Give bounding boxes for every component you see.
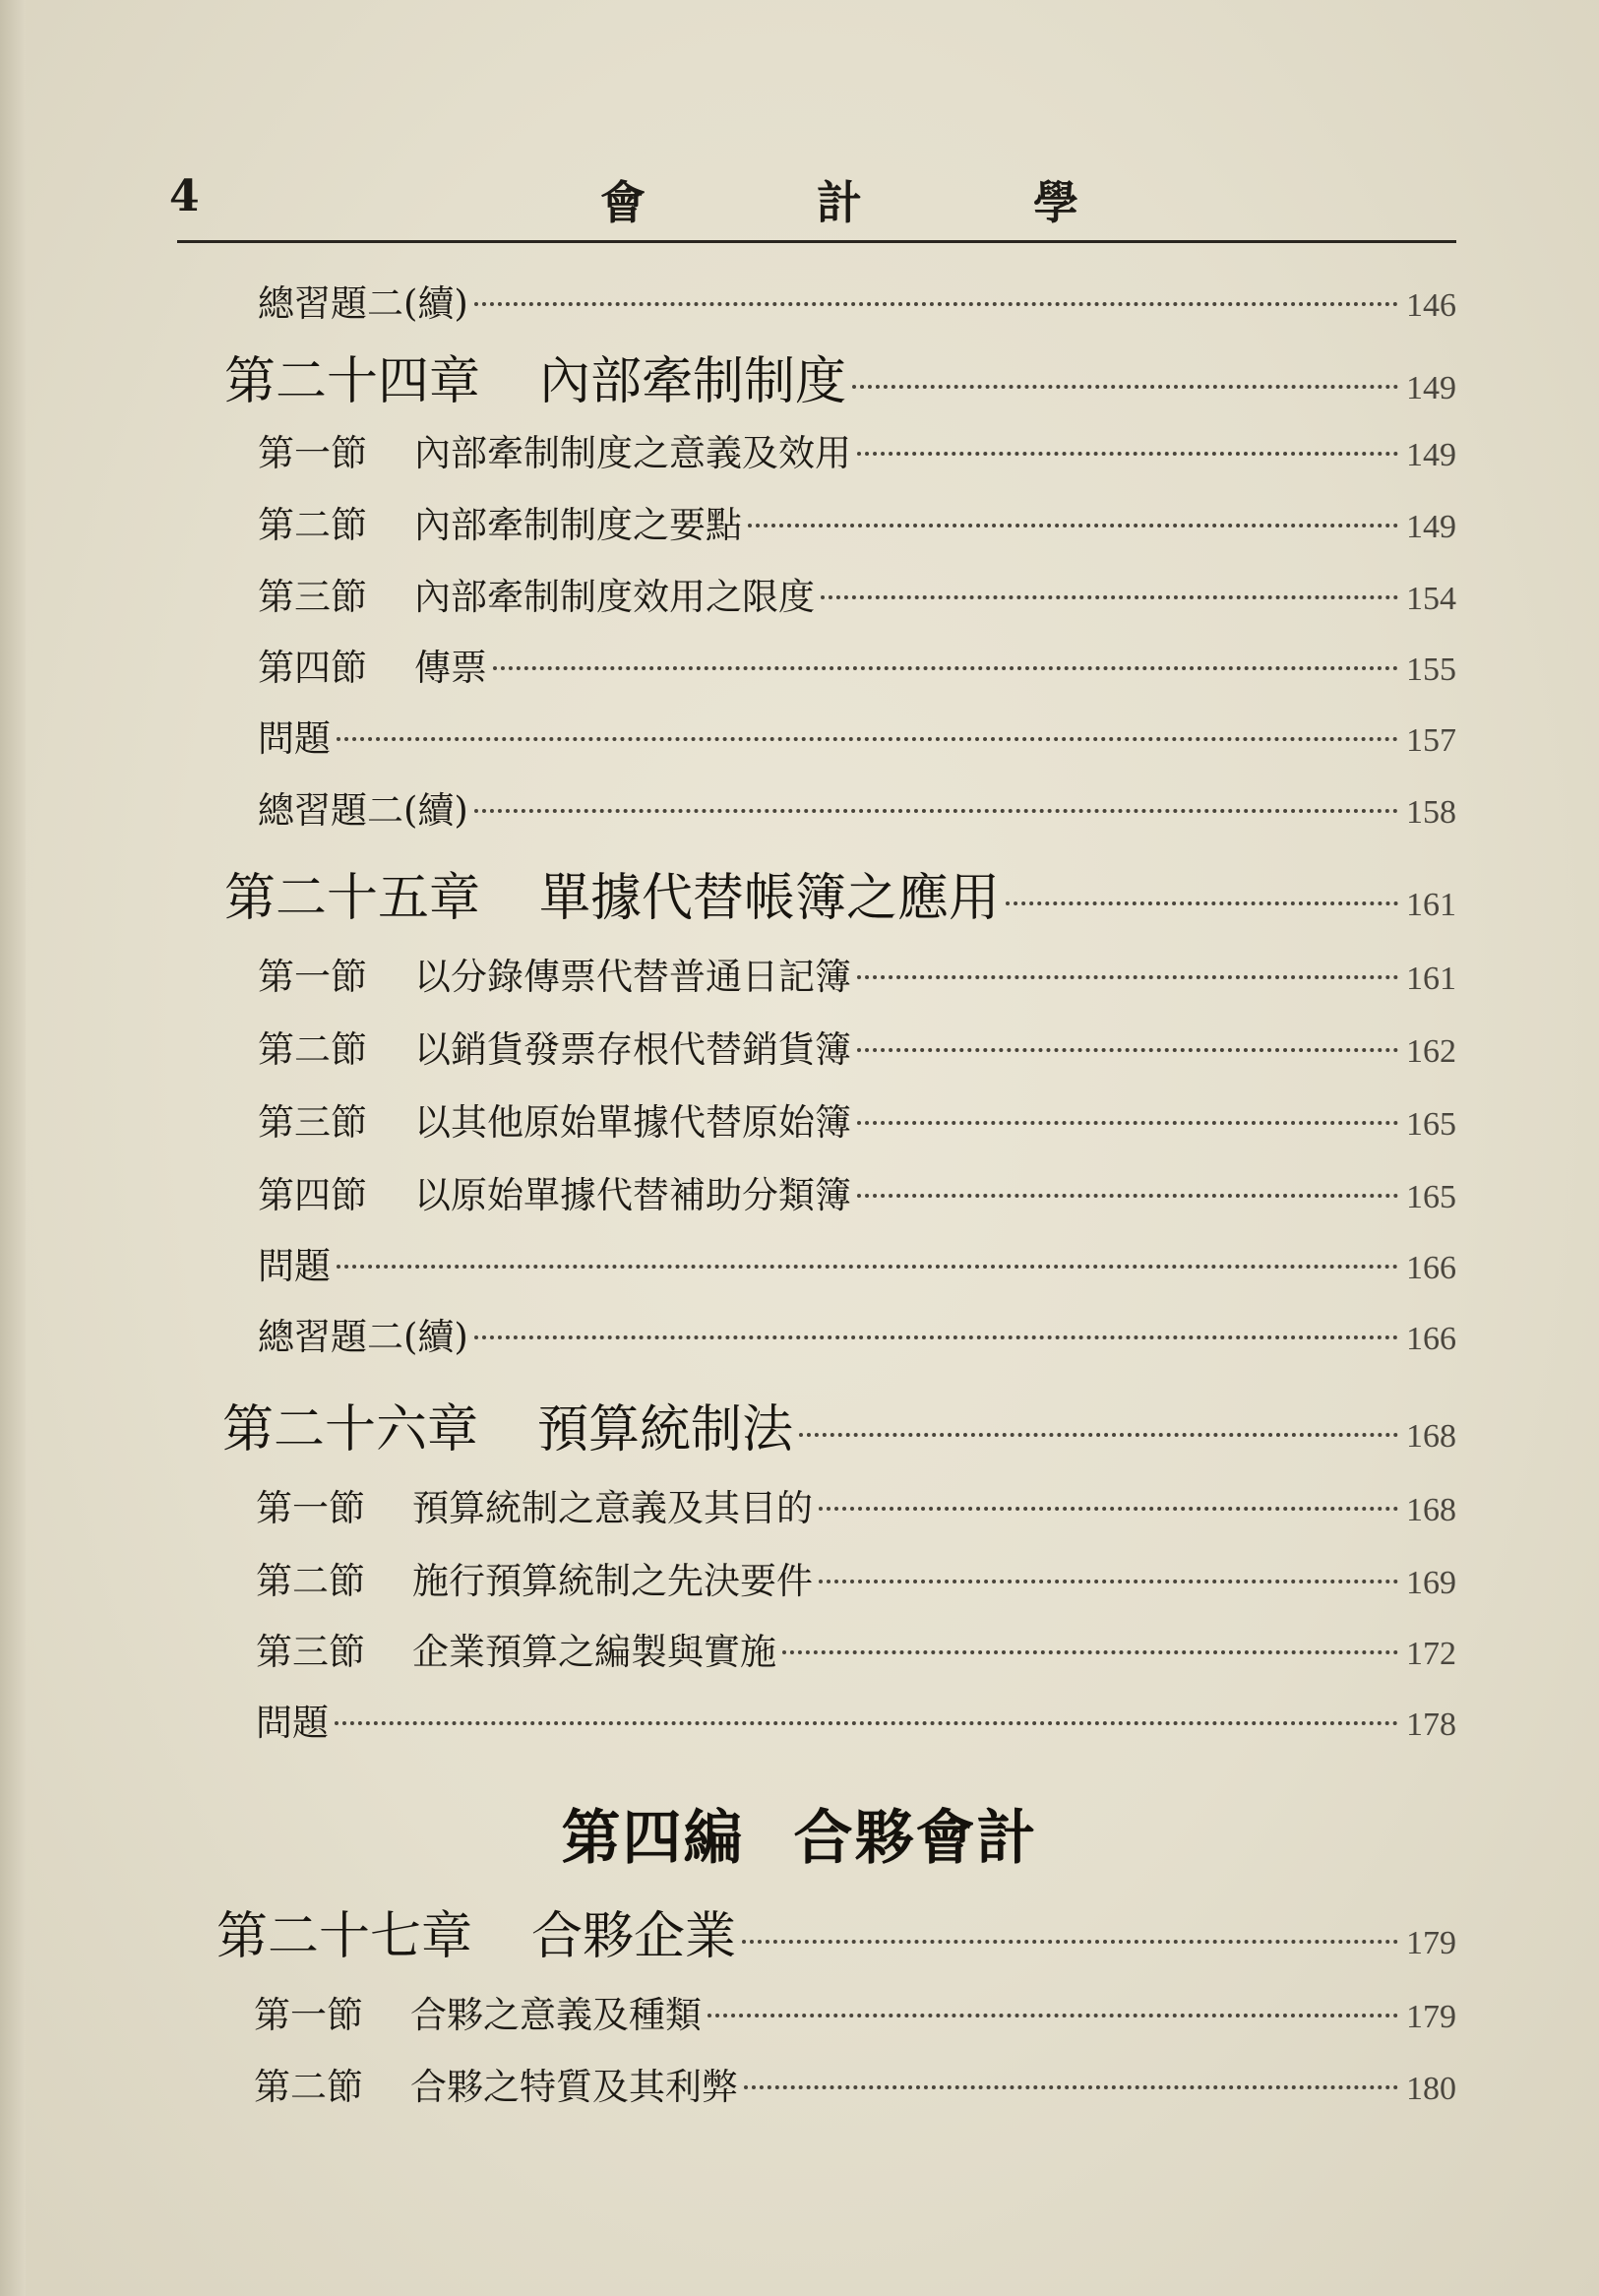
toc-entry-section <box>258 638 1456 691</box>
chapter-label: 第二十七章 <box>216 1907 473 1966</box>
running-title-char: 學 <box>1033 176 1078 229</box>
entry-page: 168 <box>1406 1492 1456 1528</box>
toc-entry-section <box>258 423 1456 476</box>
dot-leader <box>819 1507 1398 1511</box>
entry-page: 165 <box>1406 1106 1456 1143</box>
toc-entry-section <box>256 1551 1456 1604</box>
dot-leader <box>337 1265 1398 1269</box>
section-title: 以銷貨發票存根代替銷貨簿 <box>414 1028 851 1071</box>
entry-page: 162 <box>1406 1033 1456 1070</box>
section-title: 以原始單據代替補助分類簿 <box>414 1174 851 1216</box>
toc-entry-section <box>254 2057 1456 2110</box>
running-title-char: 計 <box>817 176 862 229</box>
entry-page: 180 <box>1406 2071 1456 2107</box>
section-title: 傳票 <box>414 647 487 689</box>
section-label: 第一節 <box>256 1487 365 1529</box>
toc-entry-section <box>258 495 1456 548</box>
toc-entry-section <box>258 947 1456 1000</box>
entry-page: 166 <box>1406 1321 1456 1357</box>
entry-page: 169 <box>1406 1565 1456 1601</box>
entry-page: 155 <box>1406 652 1456 688</box>
toc-entry-section <box>258 1020 1456 1073</box>
section-title: 以其他原始單據代替原始簿 <box>414 1101 851 1144</box>
toc-entry-exercises <box>258 780 1456 834</box>
dot-leader <box>852 385 1398 389</box>
entry-page: 179 <box>1406 1999 1456 2035</box>
page-number: 4 <box>169 171 200 221</box>
dot-leader <box>474 809 1398 813</box>
section-label: 第三節 <box>256 1631 365 1673</box>
dot-leader <box>742 1940 1398 1944</box>
chapter-title: 內部牽制制度 <box>539 352 847 411</box>
entry-page: 168 <box>1406 1418 1456 1455</box>
dot-leader <box>474 1335 1398 1339</box>
dot-leader <box>335 1721 1398 1725</box>
chapter-label: 第二十六章 <box>222 1400 479 1459</box>
chapter-title: 預算統制法 <box>537 1400 794 1459</box>
dot-leader <box>474 302 1398 306</box>
toc-entry-section <box>256 1622 1456 1675</box>
entry-page: 161 <box>1406 961 1456 997</box>
toc-entry-exercises <box>258 1307 1456 1360</box>
dot-leader <box>744 2085 1398 2089</box>
section-label: 第三節 <box>258 576 367 618</box>
chapter-label: 第二十四章 <box>224 352 481 411</box>
dot-leader <box>782 1650 1398 1654</box>
section-label: 第二節 <box>256 1560 365 1602</box>
entry-page: 149 <box>1406 437 1456 473</box>
section-title: 企業預算之編製與實施 <box>412 1631 776 1673</box>
section-label: 第二節 <box>254 2066 363 2108</box>
toc-entry-questions <box>256 1693 1456 1746</box>
chapter-title: 單據代替帳簿之應用 <box>539 869 1001 928</box>
toc-entry-chapter <box>222 1388 1456 1461</box>
section-title: 內部牽制制度效用之限度 <box>414 576 815 618</box>
section-label: 第一節 <box>254 1994 363 2036</box>
section-title: 內部牽制制度之意義及效用 <box>414 432 851 474</box>
entry-page: 179 <box>1406 1925 1456 1961</box>
entry-page: 158 <box>1406 794 1456 831</box>
section-label: 第一節 <box>258 432 367 474</box>
entry-label: 總習題二(續) <box>258 789 468 832</box>
entry-page: 165 <box>1406 1179 1456 1215</box>
dot-leader <box>821 595 1398 599</box>
dot-leader <box>819 1580 1398 1583</box>
toc-entry-exercises <box>258 274 1456 327</box>
dot-leader <box>748 524 1398 527</box>
toc-entry-section <box>258 1092 1456 1146</box>
entry-page: 149 <box>1406 509 1456 545</box>
toc-entry-chapter <box>224 340 1456 413</box>
section-label: 第二節 <box>258 1028 367 1071</box>
dot-leader <box>857 975 1398 979</box>
part-heading <box>0 1791 1599 1876</box>
dot-leader <box>337 737 1398 741</box>
section-label: 第一節 <box>258 956 367 998</box>
dot-leader <box>799 1433 1398 1437</box>
section-title: 合夥之特質及其利弊 <box>410 2066 738 2108</box>
entry-page: 166 <box>1406 1250 1456 1286</box>
chapter-label: 第二十五章 <box>224 869 481 928</box>
dot-leader <box>1006 901 1398 905</box>
dot-leader <box>857 1194 1398 1198</box>
dot-leader <box>857 452 1398 456</box>
toc-entry-section <box>254 1985 1456 2038</box>
dot-leader <box>707 2014 1398 2017</box>
entry-label: 總習題二(續) <box>258 282 468 325</box>
entry-page: 154 <box>1406 581 1456 617</box>
running-title-char: 會 <box>600 176 646 229</box>
section-title: 施行預算統制之先決要件 <box>412 1560 813 1602</box>
part-label: 第四編 <box>561 1804 745 1873</box>
entry-label: 問題 <box>258 717 331 760</box>
toc-entry-questions <box>258 1236 1456 1289</box>
section-label: 第三節 <box>258 1101 367 1144</box>
entry-label: 問題 <box>256 1702 329 1744</box>
entry-label: 總習題二(續) <box>258 1316 468 1358</box>
entry-page: 161 <box>1406 887 1456 923</box>
toc-entry-section <box>256 1478 1456 1531</box>
entry-page: 172 <box>1406 1636 1456 1672</box>
entry-page: 178 <box>1406 1706 1456 1743</box>
dot-leader <box>493 666 1398 670</box>
section-title: 以分錄傳票代替普通日記簿 <box>414 956 851 998</box>
entry-label: 問題 <box>258 1245 331 1287</box>
section-label: 第四節 <box>258 647 367 689</box>
section-title: 內部牽制制度之要點 <box>414 504 742 546</box>
section-title: 預算統制之意義及其目的 <box>412 1487 813 1529</box>
chapter-title: 合夥企業 <box>531 1907 737 1966</box>
entry-page: 149 <box>1406 370 1456 406</box>
dot-leader <box>857 1121 1398 1125</box>
entry-page: 157 <box>1406 722 1456 759</box>
part-title-text: 合夥會計 <box>793 1804 1038 1873</box>
toc-entry-chapter <box>216 1894 1456 1968</box>
dot-leader <box>857 1048 1398 1052</box>
entry-page: 146 <box>1406 287 1456 324</box>
section-label: 第四節 <box>258 1174 367 1216</box>
toc-entry-questions <box>258 709 1456 762</box>
toc-entry-section <box>258 1165 1456 1218</box>
section-label: 第二節 <box>258 504 367 546</box>
toc-entry-section <box>258 567 1456 620</box>
toc-entry-chapter <box>224 856 1456 930</box>
section-title: 合夥之意義及種類 <box>410 1994 702 2036</box>
